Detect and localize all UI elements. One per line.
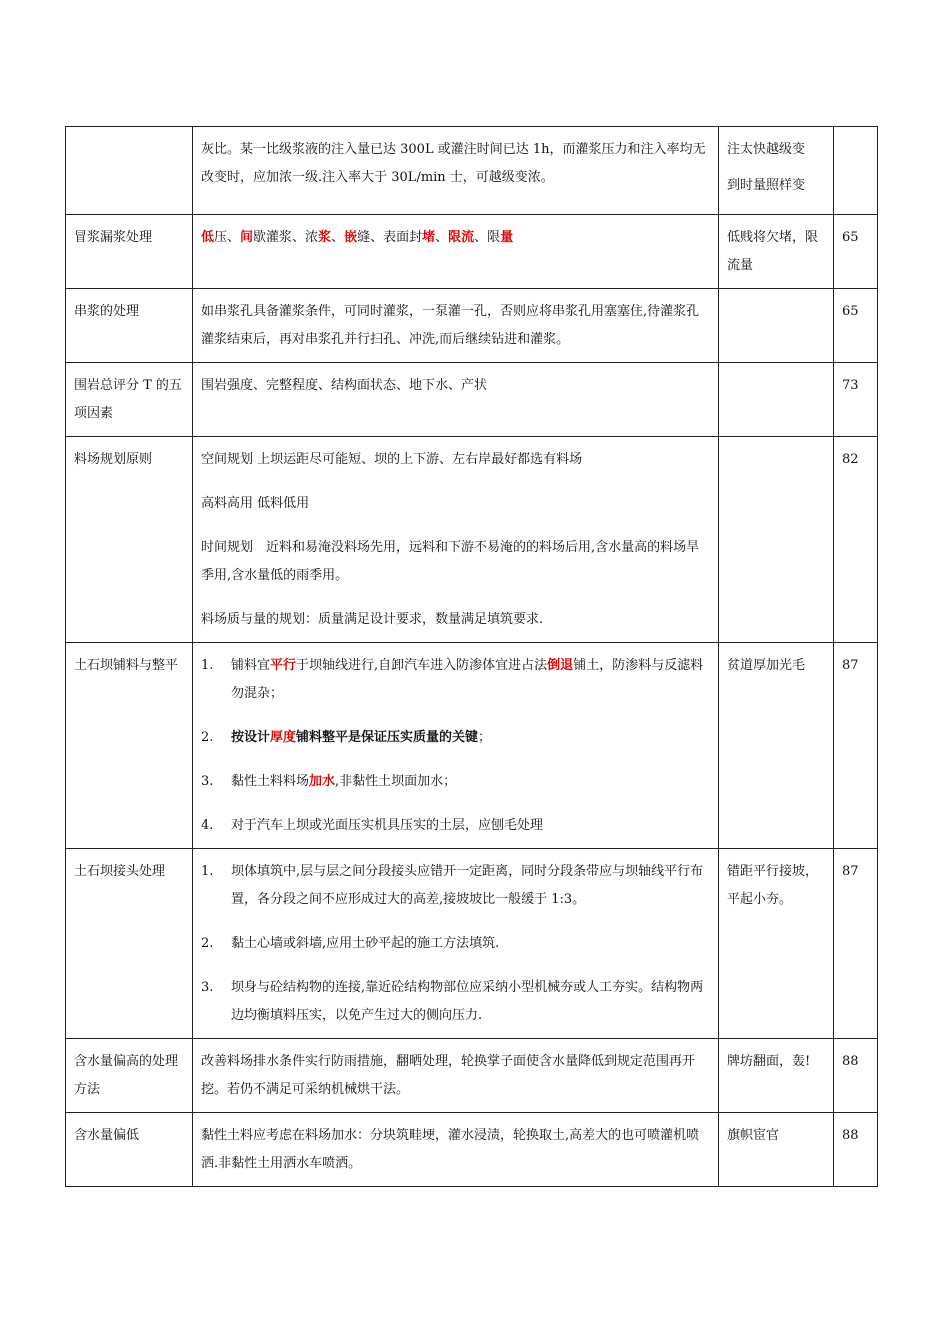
content-paragraph: 灰比。某一比级浆液的注入量已达 300L 或灌注时间已达 1h，而灌浆压力和注入率均无改变时，应加浓一级.注入率大于 30L/min 士，可越级变浓。: [201, 142, 706, 185]
highlight-text: 倒退: [547, 658, 574, 673]
numbered-list: [201, 652, 710, 840]
text-run: 缝、表面封: [357, 230, 423, 245]
text-run: 、限: [474, 230, 501, 245]
highlight-text: 浆: [318, 230, 332, 245]
list-item: [201, 652, 710, 708]
text-run: 黏土心墙或斜墙,应用土砂平起的施工方法填筑.: [231, 936, 500, 951]
text-run: 铺土，防渗料与反滤料勿混杂；: [231, 658, 704, 701]
page-cell: 65: [834, 215, 878, 289]
page-cell: 88: [834, 1039, 878, 1113]
note-cell: [719, 363, 834, 437]
text-run: ；: [478, 730, 492, 745]
numbered-list: [201, 858, 710, 1030]
list-item: [201, 768, 710, 796]
table-row: [66, 127, 878, 215]
content-cell: [193, 215, 719, 289]
topic-cell: 土石坝接头处理: [66, 849, 193, 1039]
notes-table-body: [66, 127, 878, 1187]
table-row: [66, 363, 878, 437]
topic-cell: 含水量偏高的处理方法: [66, 1039, 193, 1113]
content-paragraph: 围岩强度、完整程度、结构面状态、地下水、产状: [201, 378, 488, 393]
note-cell: 低贱将欠堵，限流量: [719, 215, 834, 289]
list-number: 3.: [201, 980, 214, 995]
page-cell: [834, 127, 878, 215]
list-item: [201, 930, 710, 958]
list-number: 3.: [201, 774, 214, 789]
topic-cell: 围岩总评分 T 的五项因素: [66, 363, 193, 437]
list-item: [201, 974, 710, 1030]
text-run: 对于汽车上坝或光面压实机具压实的土层，应刨毛处理: [231, 818, 544, 833]
list-number: 1.: [201, 864, 214, 879]
text-run: 坝身与砼结构物的连接,靠近砼结构物部位应采纳小型机械夯或人工夯实。结构物两边均衡填料压实，以免产生过大的侧向压力.: [231, 980, 704, 1023]
content-paragraph: 黏性土料应考虑在料场加水：分块筑畦埂，灌水浸渍，轮换取土,高差大的也可喷灌机喷洒.非黏性土用洒水车喷洒。: [201, 1128, 700, 1171]
list-item: [201, 858, 710, 914]
content-cell: [193, 289, 719, 363]
text-run: 歇灌浆、浓: [253, 230, 319, 245]
list-number: 1.: [201, 658, 214, 673]
table-row: [66, 437, 878, 643]
highlight-text: 限流: [448, 230, 475, 245]
highlight-text: 加水: [309, 774, 336, 789]
text-run: ,非黏性土坝面加水；: [335, 774, 457, 789]
topic-cell: 土石坝铺料与整平: [66, 643, 193, 849]
highlight-text: 量: [500, 230, 514, 245]
content-paragraph: 高料高用 低料低用: [201, 496, 310, 511]
content-paragraph: 时间规划 近料和易淹没料场先用，远料和下游不易淹的的料场后用,含水量高的料场旱季用,含水量低的雨季用。: [201, 540, 700, 583]
page-cell: 65: [834, 289, 878, 363]
highlight-text: 低: [201, 230, 215, 245]
table-row: [66, 1039, 878, 1113]
page-cell: 73: [834, 363, 878, 437]
table-row: [66, 289, 878, 363]
content-cell: [193, 363, 719, 437]
list-number: 2.: [201, 936, 214, 951]
list-number: 2.: [201, 730, 214, 745]
highlight-text: 间: [240, 230, 254, 245]
highlight-text: 平行: [270, 658, 297, 673]
table-row: [66, 849, 878, 1039]
note-line: 注太快越级变: [727, 142, 806, 157]
topic-cell: [66, 127, 193, 215]
content-cell: [193, 437, 719, 643]
note-cell: 错距平行接坡，平起小夯。: [719, 849, 834, 1039]
text-run: 压、: [214, 230, 241, 245]
note-cell: [719, 127, 834, 215]
note-cell: 贫道厚加光毛: [719, 643, 834, 849]
content-paragraph: 改善料场排水条件实行防雨措施，翻晒处理，轮换掌子面使含水量降低到规定范围再开挖。若仍不满足可采纳机械烘干法。: [201, 1054, 696, 1097]
page-cell: 82: [834, 437, 878, 643]
highlight-text: 嵌: [344, 230, 358, 245]
note-cell: [719, 289, 834, 363]
text-run: 、: [435, 230, 449, 245]
text-run: 坝体填筑中,层与层之间分段接头应错开一定距离，同时分段条带应与坝轴线平行布置，各分段之间不应形成过大的高差,接坡坡比一般缓于 1:3。: [231, 864, 704, 907]
text-run: 、: [331, 230, 345, 245]
notes-table: [65, 126, 878, 1187]
highlight-text: 厚度: [270, 730, 297, 745]
note-cell: [719, 437, 834, 643]
content-paragraph: 空间规划 上坝运距尽可能短、坝的上下游、左右岸最好都选有料场: [201, 452, 583, 467]
topic-cell: 串浆的处理: [66, 289, 193, 363]
content-paragraph: 如串浆孔具备灌浆条件，可同时灌浆，一泵灌一孔，否则应将串浆孔用塞塞住,待灌浆孔灌浆结束后，再对串浆孔并行扫孔、冲洗,而后继续钻进和灌浆。: [201, 304, 700, 347]
bold-text: 按设计: [231, 730, 271, 745]
table-row: [66, 215, 878, 289]
content-paragraph: 料场质与量的规划：质量满足设计要求，数量满足填筑要求.: [201, 612, 544, 627]
content-cell: [193, 849, 719, 1039]
content-cell: [193, 1113, 719, 1187]
list-number: 4.: [201, 818, 214, 833]
content-cell: [193, 127, 719, 215]
note-cell: 旗帜宦官: [719, 1113, 834, 1187]
table-row: [66, 1113, 878, 1187]
topic-cell: 料场规划原则: [66, 437, 193, 643]
bold-text: 铺料整平是保证压实质量的关键: [296, 730, 479, 745]
page-cell: 87: [834, 849, 878, 1039]
page-cell: 87: [834, 643, 878, 849]
list-item: [201, 724, 710, 752]
page-cell: 88: [834, 1113, 878, 1187]
text-run: 铺料宜: [231, 658, 271, 673]
content-cell: [193, 643, 719, 849]
content-cell: [193, 1039, 719, 1113]
note-cell: 牌坊翻面，轰!: [719, 1039, 834, 1113]
highlight-text: 堵: [422, 230, 436, 245]
list-item: [201, 812, 710, 840]
note-line: 到时量照样变: [727, 178, 806, 193]
table-row: [66, 643, 878, 849]
topic-cell: 含水量偏低: [66, 1113, 193, 1187]
text-run: 于坝轴线进行,自卸汽车进入防渗体宜进占法: [296, 658, 548, 673]
topic-cell: 冒浆漏浆处理: [66, 215, 193, 289]
text-run: 黏性土料料场: [231, 774, 310, 789]
